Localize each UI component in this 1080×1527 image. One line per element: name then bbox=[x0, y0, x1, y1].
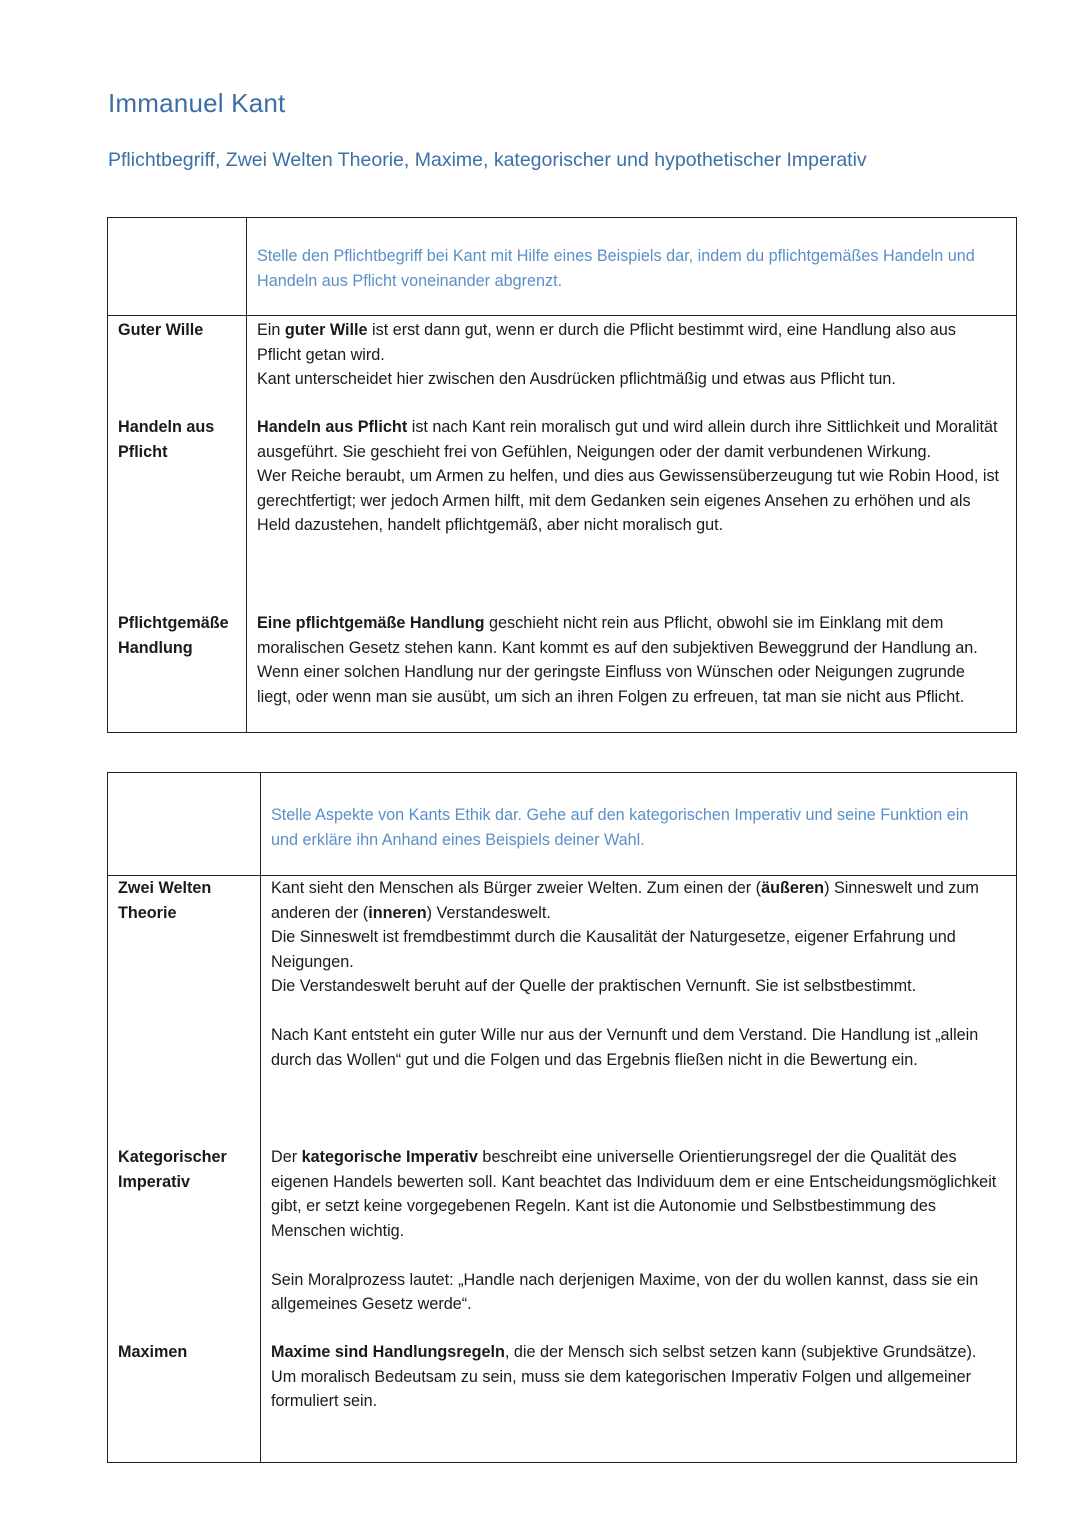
row-label-pflichtgemaesse-handlung: Pflichtgemäße Handlung bbox=[118, 614, 229, 657]
paragraph: Der kategorische Imperativ beschreibt eine universelle Orientierungsregel der die Qualität des eigenen Handels bewerten soll. Kant beachtet das Individuum dem er eine Entscheidungsmöglichkeit gibt, er setzt keine vorgegebenen Regeln. Kant ist die Autonomie und Selbstbestimmung des Menschen wichtig. bbox=[271, 1148, 997, 1240]
paragraph: Die Verstandeswelt beruht auf der Quelle der praktischen Vernunft. Sie ist selbstbestimmt. bbox=[271, 977, 917, 995]
paragraph: Nach Kant entsteht ein guter Wille nur aus der Vernunft und dem Verstand. Die Handlung ist „allein durch das Wollen“ gut und die Folgen und das Ergebnis fließen nicht in die Bewertung ein. bbox=[271, 1026, 979, 1069]
paragraph: Ein guter Wille ist erst dann gut, wenn er durch die Pflicht bestimmt wird, eine Handlung also aus Pflicht getan wird. bbox=[257, 321, 956, 364]
paragraph: Die Sinneswelt ist fremdbestimmt durch die Kausalität der Naturgesetze, eigener Erfahrung und Neigungen. bbox=[271, 928, 956, 971]
paragraph: Eine pflichtgemäße Handlung geschieht nicht rein aus Pflicht, obwohl sie im Einklang mit dem moralischen Gesetz stehen kann. Kant kommt es auf den subjektiven Beweggrund der Handlung an. Wenn einer solchen Handlung nur der geringste Einfluss von Wünschen oder Neigungen zugrunde liegt, oder wenn man sie ausübt, um sich an ihren Folgen zu erfreuen, tat man sie nicht aus Pflicht. bbox=[257, 614, 978, 706]
row-label-zwei-welten-theorie: Zwei Welten Theorie bbox=[118, 879, 212, 922]
row-label-guter-wille: Guter Wille bbox=[118, 321, 204, 339]
paragraph: Sein Moralprozess lautet: „Handle nach derjenigen Maxime, von der du wollen kannst, dass sie ein allgemeines Gesetz werde“. bbox=[271, 1270, 979, 1313]
task-prompt: Stelle den Pflichtbegriff bei Kant mit Hilfe eines Beispiels dar, indem du pflichtgemäßes Handeln und Handeln aus Pflicht voneinander abgrenzt. bbox=[257, 247, 975, 290]
row-text-handeln-aus-pflicht bbox=[257, 415, 1002, 538]
row-text-kategorischer-imperativ bbox=[271, 1145, 1003, 1317]
paragraph: Kant unterscheidet hier zwischen den Ausdrücken pflichtmäßig und etwas aus Pflicht tun. bbox=[257, 370, 896, 388]
row-text-guter-wille bbox=[257, 318, 1002, 392]
row-divider bbox=[108, 315, 1016, 316]
paragraph: Kant sieht den Menschen als Bürger zweier Welten. Zum einen der (äußeren) Sinneswelt und zum anderen der (inneren) Verstandeswelt. bbox=[271, 879, 979, 922]
page-title: Immanuel Kant bbox=[108, 88, 286, 118]
row-label-kategorischer-imperativ: Kategorischer Imperativ bbox=[118, 1148, 227, 1191]
page-subtitle: Pflichtbegriff, Zwei Welten Theorie, Maxime, kategorischer und hypothetischer Imperativ bbox=[108, 149, 867, 171]
row-text-pflichtgemaesse-handlung bbox=[257, 611, 1002, 709]
task-prompt: Stelle Aspekte von Kants Ethik dar. Gehe auf den kategorischen Imperativ und seine Funktion ein und erkläre ihn Anhand eines Beispiels deiner Wahl. bbox=[271, 806, 969, 849]
row-text-maximen bbox=[271, 1340, 1003, 1414]
paragraph: Handeln aus Pflicht ist nach Kant rein moralisch gut und wird allein durch ihre Sittlichkeit und Moralität ausgeführt. Sie geschieht frei von Gefühlen, Neigungen oder der damit verbundenen Wirkung. bbox=[257, 418, 998, 461]
column-divider bbox=[260, 773, 261, 1462]
row-label-handeln-aus-pflicht: Handeln aus Pflicht bbox=[118, 418, 215, 461]
paragraph: Wer Reiche beraubt, um Armen zu helfen, und dies aus Gewissensüberzeugung tut wie Robin Hood, ist gerechtfertigt; wer jedoch Armen hilft, mit dem Gedanken sein eigenes Ansehen zu erhöhen und als Held dazustehen, handelt pflichtgemäß, aber nicht moralisch gut. bbox=[257, 467, 1000, 534]
column-divider bbox=[246, 218, 247, 732]
row-label-maximen: Maximen bbox=[118, 1343, 188, 1361]
paragraph: Maxime sind Handlungsregeln, die der Mensch sich selbst setzen kann (subjektive Grundsätze). bbox=[271, 1343, 977, 1361]
row-text-zwei-welten-theorie bbox=[271, 876, 1003, 1072]
paragraph: Um moralisch Bedeutsam zu sein, muss sie dem kategorischen Imperativ Folgen und allgemeiner formuliert sein. bbox=[271, 1367, 971, 1410]
